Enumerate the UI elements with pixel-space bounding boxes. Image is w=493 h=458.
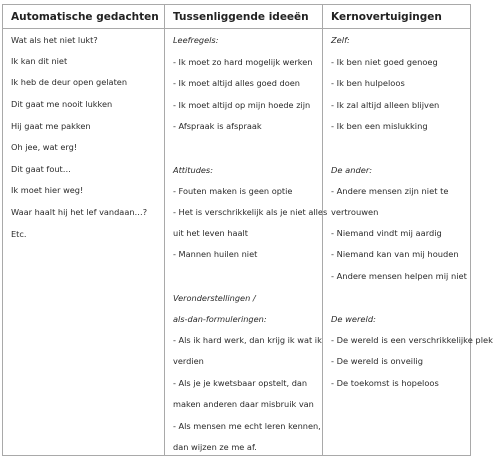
list-item: vertrouwen <box>331 207 379 217</box>
list-item: - Als je je kwetsbaar opstelt, dan <box>173 378 308 388</box>
list-item: - Als mensen me echt leren kennen, <box>173 421 321 431</box>
list-item: Etc. <box>11 229 27 239</box>
list-item: Dit gaat fout… <box>11 164 71 174</box>
list-item: maken anderen daar misbruik van <box>173 399 314 409</box>
list-item: - Ik ben hulpeloos <box>331 78 405 88</box>
list-item: - De wereld is een verschrikkelijke plek <box>331 335 493 345</box>
list-item: Ik kan dit niet <box>11 56 68 66</box>
section-label: Attitudes: <box>173 165 213 175</box>
list-item: - Ik ben een mislukking <box>331 121 428 131</box>
list-item: Wat als het niet lukt? <box>11 35 98 45</box>
column-header: Tussenliggende ideeën <box>165 5 322 29</box>
list-item: Ik moet hier weg! <box>11 185 84 195</box>
list-item: - Niemand kan van mij houden <box>331 249 459 259</box>
list-item: - Mannen huilen niet <box>173 249 258 259</box>
column-intermediate-ideas <box>164 5 328 455</box>
list-item: - De toekomst is hopeloos <box>331 378 439 388</box>
column-core-beliefs <box>322 5 493 455</box>
list-item: - Andere mensen zijn niet te <box>331 186 449 196</box>
list-item: Waar haalt hij het lef vandaan…? <box>11 207 148 217</box>
section-label: Zelf: <box>331 35 350 45</box>
list-item: - De wereld is onveilig <box>331 356 423 366</box>
list-item: verdien <box>173 356 204 366</box>
beliefs-table <box>2 4 493 456</box>
list-item: dan wijzen ze me af. <box>173 442 257 452</box>
list-item: - Afspraak is afspraak <box>173 121 262 131</box>
section-label: als-dan-formuleringen: <box>173 314 267 324</box>
list-item: - Fouten maken is geen optie <box>173 186 293 196</box>
section-label: Veronderstellingen / <box>173 293 256 303</box>
section-label: De wereld: <box>331 314 376 324</box>
list-item: - Ik zal altijd alleen blijven <box>331 100 440 110</box>
list-item: Ik heb de deur open gelaten <box>11 77 128 87</box>
column-header: Kernovertuigingen <box>323 5 470 29</box>
list-item: - Niemand vindt mij aardig <box>331 228 442 238</box>
list-item: - Ik moet altijd op mijn hoede zijn <box>173 100 311 110</box>
list-item: Hij gaat me pakken <box>11 121 91 131</box>
section-label: De ander: <box>331 165 373 175</box>
list-item: - Andere mensen helpen mij niet <box>331 271 467 281</box>
list-item: - Ik ben niet goed genoeg <box>331 57 438 67</box>
list-item: - Het is verschrikkelijk als je niet alles <box>173 207 328 217</box>
list-item: uit het leven haalt <box>173 228 249 238</box>
list-item: Oh jee, wat erg! <box>11 142 78 152</box>
list-item: - Ik moet altijd alles goed doen <box>173 78 300 88</box>
list-item: Dit gaat me nooit lukken <box>11 99 113 109</box>
list-item: - Ik moet zo hard mogelijk werken <box>173 57 313 67</box>
section-label: Leefregels: <box>173 35 219 45</box>
list-item: - Als ik hard werk, dan krijg ik wat ik <box>173 335 322 345</box>
column-automatic-thoughts <box>3 5 164 455</box>
column-header: Automatische gedachten <box>3 5 164 29</box>
